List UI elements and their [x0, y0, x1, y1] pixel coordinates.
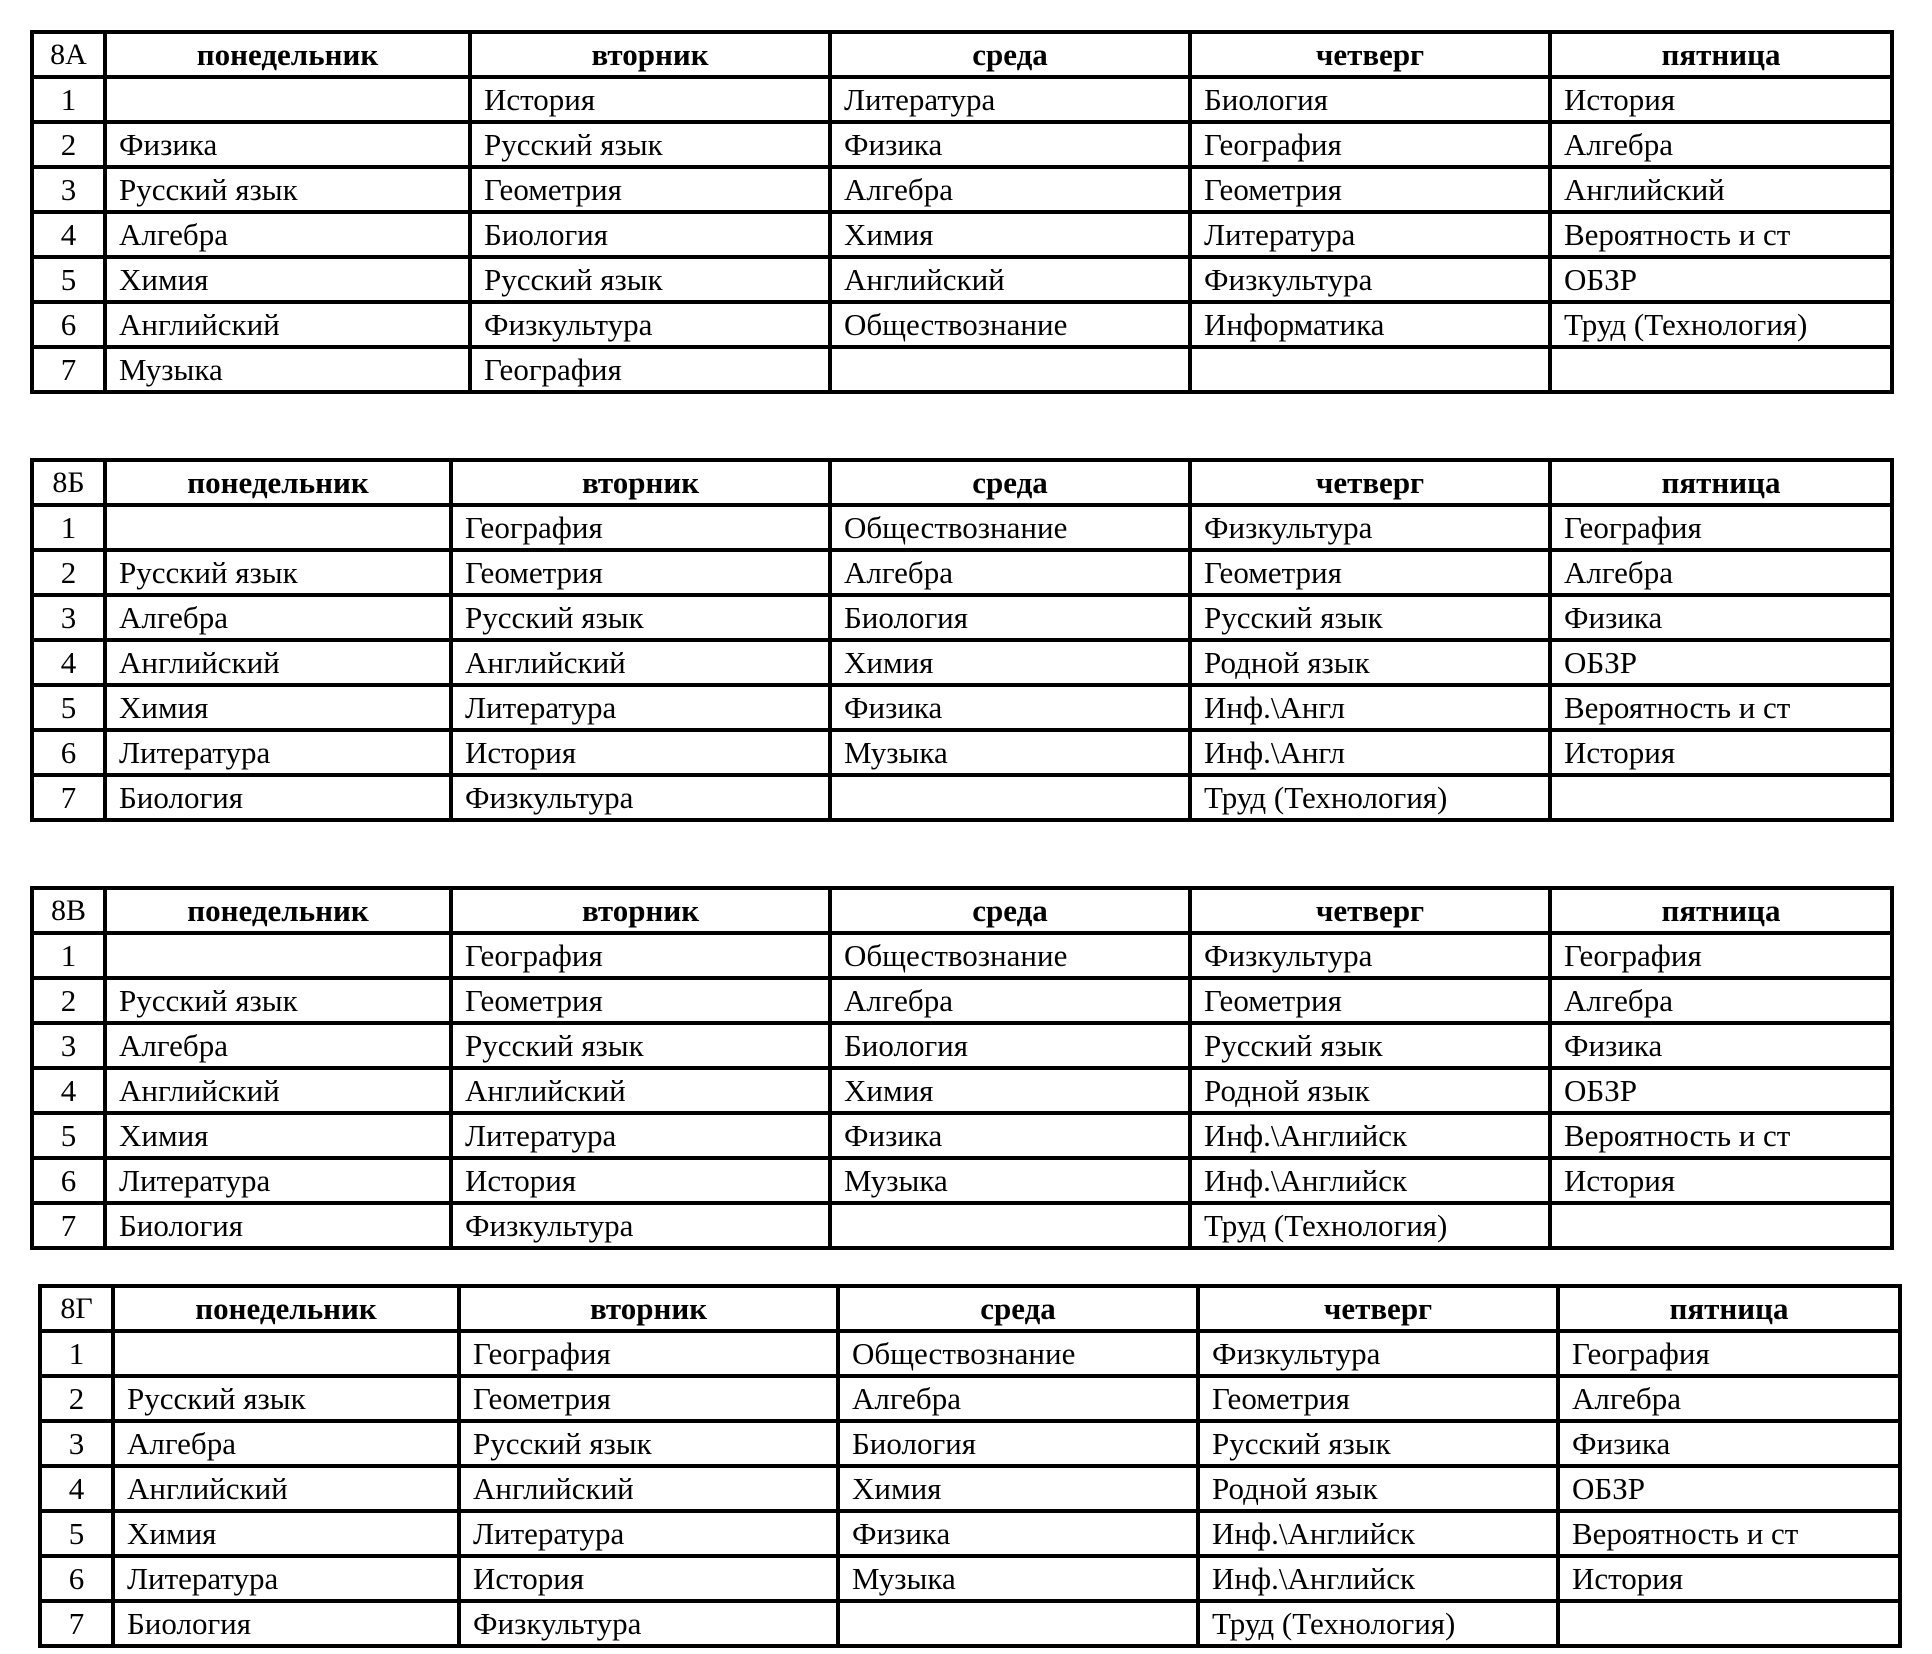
lesson-cell: Русский язык [1190, 1023, 1550, 1068]
day-header: пятница [1550, 888, 1892, 933]
header-row [32, 460, 1892, 505]
lesson-number: 3 [32, 167, 105, 212]
lesson-cell: Физика [830, 1113, 1190, 1158]
lesson-cell: Физкультура [1190, 505, 1550, 550]
lesson-cell [1550, 347, 1892, 392]
lesson-cell: Русский язык [470, 257, 830, 302]
lesson-cell: Биология [470, 212, 830, 257]
lesson-cell: Геометрия [470, 167, 830, 212]
table-row [32, 302, 1892, 347]
lesson-cell: Русский язык [1190, 595, 1550, 640]
lesson-number: 2 [32, 550, 105, 595]
lesson-cell [105, 505, 451, 550]
lesson-cell: Алгебра [105, 595, 451, 640]
day-header: вторник [451, 460, 830, 505]
lesson-cell: Алгебра [105, 212, 470, 257]
table-row [32, 167, 1892, 212]
lesson-cell: Алгебра [1550, 550, 1892, 595]
lesson-cell: Инф.\Английск [1198, 1556, 1558, 1601]
lesson-cell: География [451, 505, 830, 550]
lesson-cell: Английский [105, 640, 451, 685]
lesson-cell: Биология [1190, 77, 1550, 122]
lesson-cell [830, 347, 1190, 392]
table-row [32, 77, 1892, 122]
lesson-cell [105, 77, 470, 122]
lesson-number: 1 [40, 1331, 113, 1376]
lesson-cell: Физика [830, 122, 1190, 167]
lesson-cell: Биология [830, 595, 1190, 640]
lesson-cell: Литература [105, 1158, 451, 1203]
lesson-number: 3 [32, 595, 105, 640]
lesson-cell: Вероятность и ст [1558, 1511, 1900, 1556]
lesson-cell: Алгебра [1558, 1376, 1900, 1421]
day-header: среда [830, 888, 1190, 933]
lesson-cell: Физика [105, 122, 470, 167]
lesson-cell: Литература [830, 77, 1190, 122]
lesson-cell: Литература [451, 1113, 830, 1158]
day-header: четверг [1190, 32, 1550, 77]
schedule-table-8g [38, 1284, 1902, 1648]
lesson-cell: Химия [105, 685, 451, 730]
day-header: пятница [1550, 460, 1892, 505]
lesson-number: 7 [32, 1203, 105, 1248]
table-row [32, 550, 1892, 595]
lesson-cell [838, 1601, 1198, 1646]
lesson-cell: География [470, 347, 830, 392]
lesson-cell: География [1550, 933, 1892, 978]
lesson-number: 1 [32, 505, 105, 550]
lesson-cell: Литература [113, 1556, 459, 1601]
lesson-cell: Алгебра [113, 1421, 459, 1466]
lesson-number: 5 [40, 1511, 113, 1556]
lesson-cell: Физика [838, 1511, 1198, 1556]
lesson-number: 4 [32, 640, 105, 685]
lesson-cell: Биология [830, 1023, 1190, 1068]
table-row [32, 1203, 1892, 1248]
lesson-cell: Литература [459, 1511, 838, 1556]
lesson-cell: Инф.\Английск [1190, 1158, 1550, 1203]
lesson-cell: Геометрия [1198, 1376, 1558, 1421]
lesson-cell: Геометрия [459, 1376, 838, 1421]
lesson-cell: Английский [451, 1068, 830, 1113]
lesson-cell: Литература [1190, 212, 1550, 257]
lesson-cell: Английский [113, 1466, 459, 1511]
lesson-cell [105, 933, 451, 978]
lesson-cell: Русский язык [105, 550, 451, 595]
lesson-cell: ОБЗР [1550, 257, 1892, 302]
lesson-cell: Химия [830, 1068, 1190, 1113]
table-row [40, 1421, 1900, 1466]
day-header: понедельник [113, 1286, 459, 1331]
lesson-cell: Биология [113, 1601, 459, 1646]
lesson-cell: Информатика [1190, 302, 1550, 347]
table-row [32, 1158, 1892, 1203]
day-header: вторник [451, 888, 830, 933]
lesson-cell [830, 1203, 1190, 1248]
day-header: четверг [1190, 460, 1550, 505]
day-header: среда [830, 32, 1190, 77]
day-header: четверг [1190, 888, 1550, 933]
lesson-number: 2 [32, 122, 105, 167]
lesson-number: 2 [40, 1376, 113, 1421]
class-label: 8Б [32, 460, 105, 505]
lesson-cell: Родной язык [1190, 1068, 1550, 1113]
lesson-cell: География [459, 1331, 838, 1376]
table-row [32, 933, 1892, 978]
lesson-cell: Труд (Технология) [1190, 775, 1550, 820]
lesson-cell: Геометрия [451, 550, 830, 595]
lesson-cell: География [1190, 122, 1550, 167]
lesson-cell: История [1558, 1556, 1900, 1601]
class-label: 8А [32, 32, 105, 77]
lesson-cell: Физкультура [470, 302, 830, 347]
lesson-number: 5 [32, 257, 105, 302]
lesson-cell: Геометрия [1190, 978, 1550, 1023]
lesson-cell: Алгебра [1550, 122, 1892, 167]
lesson-cell: Инф.\Англ [1190, 730, 1550, 775]
lesson-cell [1550, 1203, 1892, 1248]
lesson-number: 6 [32, 1158, 105, 1203]
lesson-cell: Английский [459, 1466, 838, 1511]
lesson-number: 3 [32, 1023, 105, 1068]
table-row [32, 1023, 1892, 1068]
lesson-cell: Обществознание [838, 1331, 1198, 1376]
lesson-cell: Инф.\Английск [1198, 1511, 1558, 1556]
lesson-cell: Русский язык [451, 1023, 830, 1068]
table-row [32, 212, 1892, 257]
day-header: пятница [1550, 32, 1892, 77]
lesson-cell: Русский язык [113, 1376, 459, 1421]
lesson-cell: Алгебра [105, 1023, 451, 1068]
lesson-number: 2 [32, 978, 105, 1023]
lesson-cell: Физика [830, 685, 1190, 730]
lesson-cell [113, 1331, 459, 1376]
lesson-cell: Русский язык [105, 167, 470, 212]
lesson-cell: Алгебра [830, 978, 1190, 1023]
class-label: 8Г [40, 1286, 113, 1331]
header-row [32, 32, 1892, 77]
lesson-cell: Физика [1550, 1023, 1892, 1068]
table-row [32, 257, 1892, 302]
lesson-cell: Литература [105, 730, 451, 775]
table-row [32, 122, 1892, 167]
lesson-cell [1558, 1601, 1900, 1646]
lesson-cell: Труд (Технология) [1190, 1203, 1550, 1248]
lesson-cell: Обществознание [830, 505, 1190, 550]
table-row [40, 1376, 1900, 1421]
lesson-cell: Физкультура [451, 775, 830, 820]
lesson-number: 7 [32, 775, 105, 820]
lesson-number: 1 [32, 77, 105, 122]
lesson-cell: Инф.\Английск [1190, 1113, 1550, 1158]
lesson-cell: Русский язык [470, 122, 830, 167]
lesson-cell: Алгебра [830, 167, 1190, 212]
lesson-cell: История [470, 77, 830, 122]
table-row [32, 347, 1892, 392]
lesson-cell [830, 775, 1190, 820]
table-row [40, 1601, 1900, 1646]
header-row [32, 888, 1892, 933]
schedule-table-8b [30, 458, 1894, 822]
schedule-table-8a [30, 30, 1894, 394]
lesson-cell: Геометрия [1190, 167, 1550, 212]
lesson-cell: История [451, 730, 830, 775]
day-header: четверг [1198, 1286, 1558, 1331]
lesson-number: 4 [32, 1068, 105, 1113]
lesson-cell: ОБЗР [1558, 1466, 1900, 1511]
table-row [32, 1113, 1892, 1158]
lesson-cell: История [1550, 77, 1892, 122]
table-row [40, 1466, 1900, 1511]
lesson-cell: Химия [105, 257, 470, 302]
lesson-cell: Химия [105, 1113, 451, 1158]
day-header: понедельник [105, 888, 451, 933]
lesson-cell: Алгебра [830, 550, 1190, 595]
lesson-cell: Алгебра [838, 1376, 1198, 1421]
lesson-cell: Биология [105, 1203, 451, 1248]
lesson-cell: Музыка [830, 1158, 1190, 1203]
lesson-cell: Физкультура [1190, 933, 1550, 978]
lesson-number: 6 [32, 730, 105, 775]
lesson-cell: Вероятность и ст [1550, 212, 1892, 257]
lesson-cell: История [1550, 1158, 1892, 1203]
lesson-cell: История [1550, 730, 1892, 775]
lesson-number: 4 [40, 1466, 113, 1511]
lesson-cell: Музыка [830, 730, 1190, 775]
lesson-cell: Физкультура [1198, 1331, 1558, 1376]
lesson-cell: Русский язык [459, 1421, 838, 1466]
table-row [32, 685, 1892, 730]
lesson-cell: Английский [830, 257, 1190, 302]
lesson-cell: Русский язык [451, 595, 830, 640]
lesson-cell: География [1558, 1331, 1900, 1376]
lesson-cell: Биология [105, 775, 451, 820]
lesson-number: 3 [40, 1421, 113, 1466]
table-row [32, 1068, 1892, 1113]
lesson-cell: Русский язык [1198, 1421, 1558, 1466]
lesson-number: 6 [40, 1556, 113, 1601]
day-header: понедельник [105, 460, 451, 505]
lesson-cell [1190, 347, 1550, 392]
lesson-cell: Вероятность и ст [1550, 1113, 1892, 1158]
lesson-cell: Английский [451, 640, 830, 685]
day-header: понедельник [105, 32, 470, 77]
lesson-number: 1 [32, 933, 105, 978]
lesson-cell: Физкультура [459, 1601, 838, 1646]
lesson-cell: Биология [838, 1421, 1198, 1466]
lesson-cell: Труд (Технология) [1198, 1601, 1558, 1646]
schedule-table-8v [30, 886, 1894, 1250]
lesson-cell: Физика [1550, 595, 1892, 640]
lesson-cell: Геометрия [1190, 550, 1550, 595]
lesson-cell: Музыка [105, 347, 470, 392]
table-row [32, 505, 1892, 550]
lesson-cell: История [459, 1556, 838, 1601]
lesson-cell: ОБЗР [1550, 1068, 1892, 1113]
lesson-cell: География [1550, 505, 1892, 550]
lesson-cell: Музыка [838, 1556, 1198, 1601]
lesson-cell: Английский [105, 1068, 451, 1113]
table-row [32, 595, 1892, 640]
table-row [32, 640, 1892, 685]
lesson-cell: Физкультура [1190, 257, 1550, 302]
lesson-cell: Родной язык [1190, 640, 1550, 685]
table-row [32, 730, 1892, 775]
lesson-number: 7 [32, 347, 105, 392]
lesson-cell: Русский язык [105, 978, 451, 1023]
lesson-cell: Химия [113, 1511, 459, 1556]
lesson-number: 7 [40, 1601, 113, 1646]
lesson-cell: География [451, 933, 830, 978]
lesson-cell: Английский [1550, 167, 1892, 212]
lesson-cell: Английский [105, 302, 470, 347]
lesson-cell: Химия [830, 640, 1190, 685]
lesson-number: 4 [32, 212, 105, 257]
day-header: вторник [470, 32, 830, 77]
table-row [32, 978, 1892, 1023]
day-header: среда [838, 1286, 1198, 1331]
lesson-cell: Физика [1558, 1421, 1900, 1466]
lesson-number: 5 [32, 1113, 105, 1158]
lesson-cell: Родной язык [1198, 1466, 1558, 1511]
lesson-number: 6 [32, 302, 105, 347]
lesson-cell: Литература [451, 685, 830, 730]
lesson-cell: Химия [838, 1466, 1198, 1511]
lesson-cell: Алгебра [1550, 978, 1892, 1023]
lesson-cell: Вероятность и ст [1550, 685, 1892, 730]
day-header: вторник [459, 1286, 838, 1331]
lesson-cell: ОБЗР [1550, 640, 1892, 685]
table-row [40, 1511, 1900, 1556]
table-row [40, 1331, 1900, 1376]
lesson-cell: Обществознание [830, 933, 1190, 978]
lesson-cell: Инф.\Англ [1190, 685, 1550, 730]
lesson-cell: Обществознание [830, 302, 1190, 347]
lesson-cell: Химия [830, 212, 1190, 257]
lesson-cell: История [451, 1158, 830, 1203]
lesson-number: 5 [32, 685, 105, 730]
day-header: пятница [1558, 1286, 1900, 1331]
table-row [32, 775, 1892, 820]
header-row [40, 1286, 1900, 1331]
lesson-cell: Геометрия [451, 978, 830, 1023]
lesson-cell [1550, 775, 1892, 820]
lesson-cell: Труд (Технология) [1550, 302, 1892, 347]
table-row [40, 1556, 1900, 1601]
class-label: 8В [32, 888, 105, 933]
lesson-cell: Физкультура [451, 1203, 830, 1248]
day-header: среда [830, 460, 1190, 505]
